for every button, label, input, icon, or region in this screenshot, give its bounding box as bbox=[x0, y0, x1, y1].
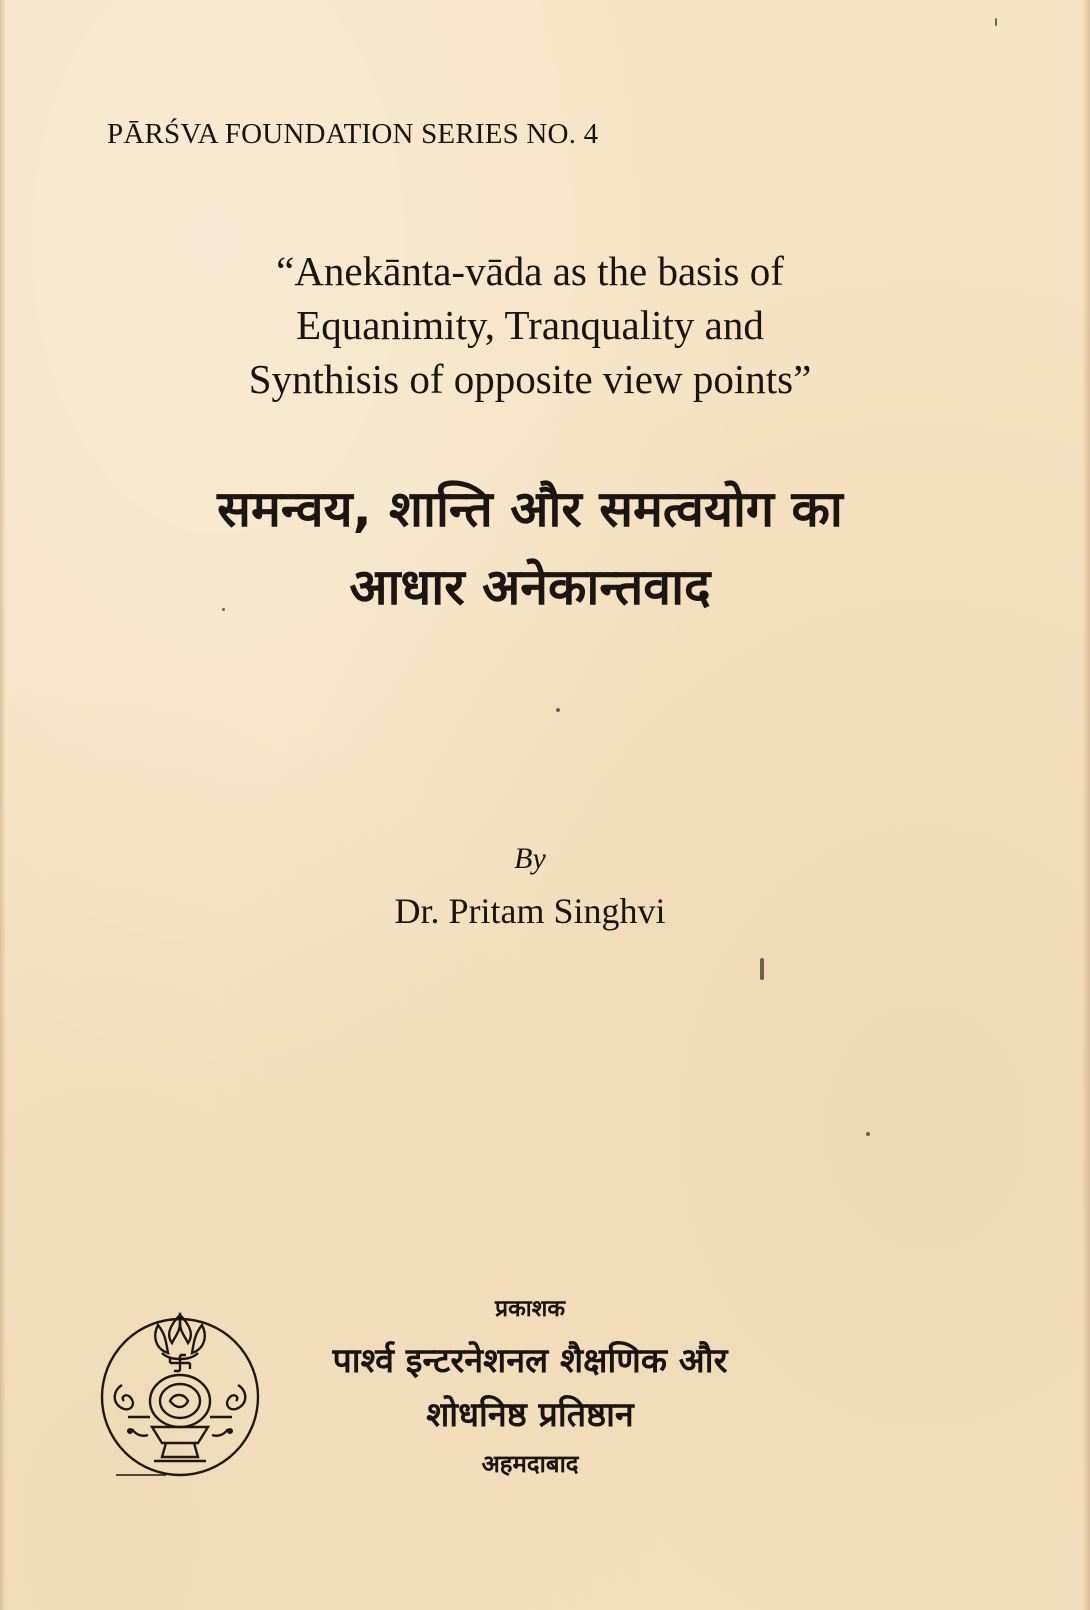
hindi-title-line-1: समन्वय, शान्ति और समत्वयोग का bbox=[217, 480, 843, 538]
publisher-city: अहमदाबाद bbox=[481, 1450, 579, 1478]
paper-speck bbox=[866, 1132, 870, 1136]
paper-speck bbox=[760, 958, 764, 980]
english-title-line-1: “Anekānta-vāda as the basis of bbox=[276, 248, 784, 294]
hindi-title-line-2: आधार अनेकान्तवाद bbox=[349, 558, 711, 616]
english-title-line-2: Equanimity, Tranquality and bbox=[296, 302, 764, 348]
paper-speck bbox=[556, 708, 560, 712]
cover-left-edge bbox=[0, 0, 6, 1610]
series-title: PĀRŚVA FOUNDATION SERIES NO. 4 bbox=[107, 118, 599, 150]
cover-right-edge bbox=[1082, 0, 1090, 1610]
paper-speck bbox=[995, 18, 997, 26]
publisher-name-line-1: पार्श्व इन्टरनेशनल शैक्षणिक और bbox=[332, 1341, 728, 1381]
english-title-line-3: Synthisis of opposite view points” bbox=[248, 356, 812, 402]
author-name: Dr. Pritam Singhvi bbox=[394, 891, 666, 931]
publisher-block bbox=[260, 1292, 800, 1488]
by-label: By bbox=[514, 842, 546, 875]
publisher-name-line-2: शोधनिष्ठ प्रतिष्ठान bbox=[426, 1395, 634, 1435]
english-title bbox=[0, 244, 1060, 406]
hindi-title bbox=[0, 470, 1060, 626]
paper-speck bbox=[222, 608, 225, 611]
publisher-label: प्रकाशक bbox=[494, 1296, 565, 1322]
publisher-seal-icon bbox=[96, 1305, 268, 1485]
